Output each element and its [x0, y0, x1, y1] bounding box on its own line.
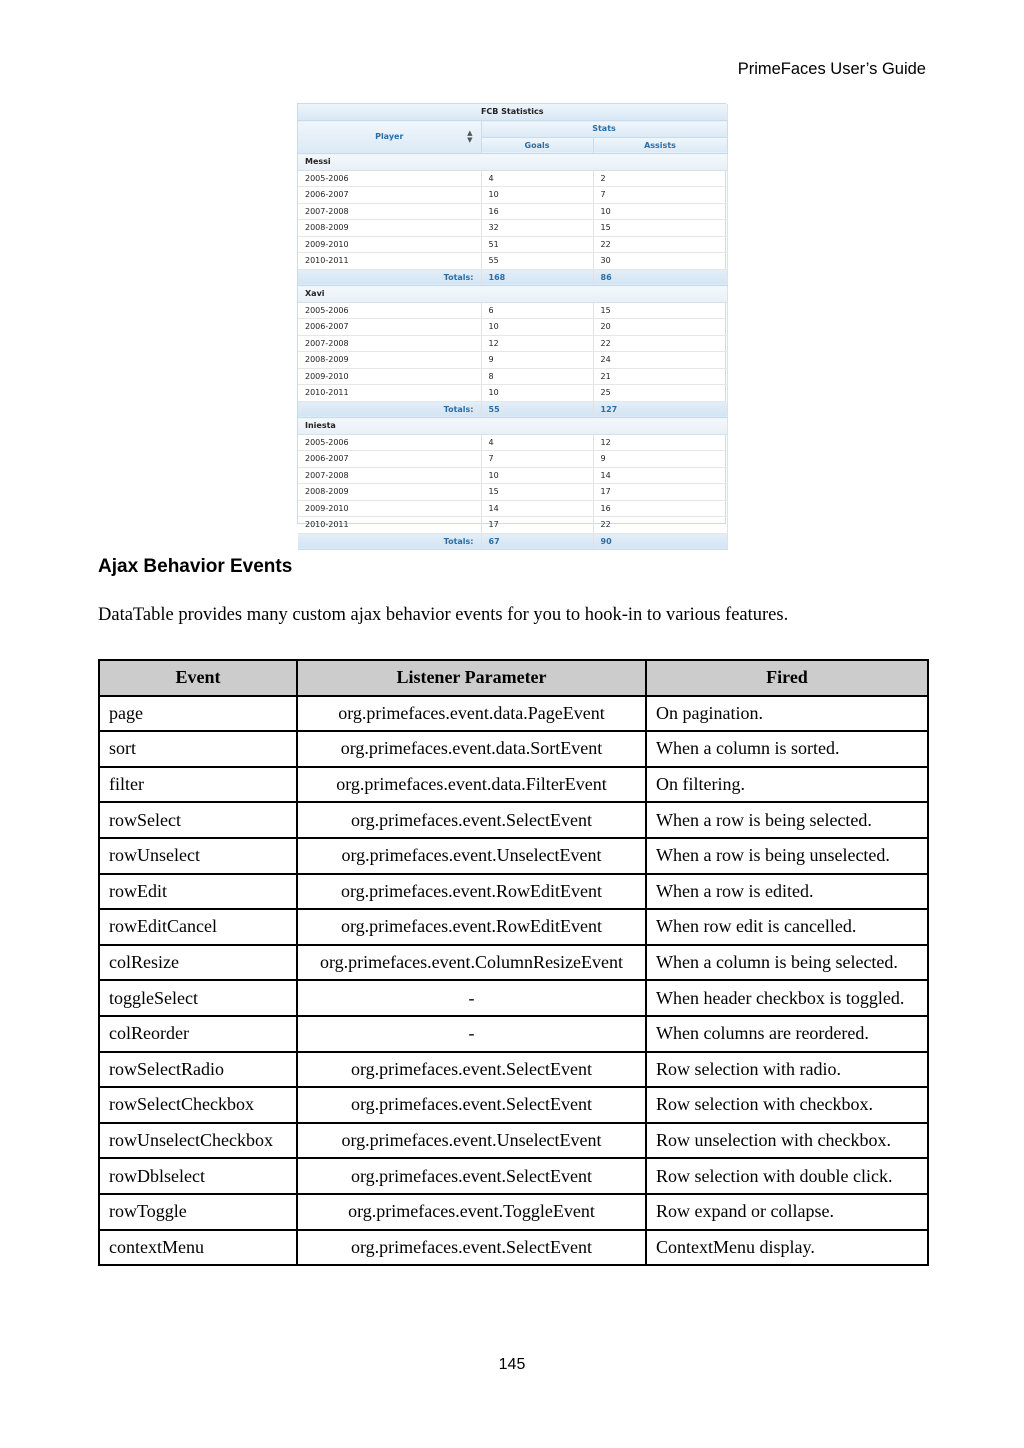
fired-description-cell: Row unselection with checkbox. — [646, 1123, 928, 1159]
goals-cell: 7 — [481, 451, 593, 468]
assists-cell: 15 — [593, 220, 727, 237]
assists-cell: 25 — [593, 385, 727, 402]
table-row — [99, 696, 928, 732]
events-header-row — [99, 660, 928, 696]
totals-row — [298, 401, 727, 418]
table-row — [298, 170, 727, 187]
season-cell: 2010-2011 — [298, 385, 481, 402]
total-assists-cell: 127 — [593, 401, 727, 418]
fired-description-cell: When a row is being selected. — [646, 802, 928, 838]
column-header-listener-parameter: Listener Parameter — [297, 660, 646, 696]
assists-cell: 22 — [593, 236, 727, 253]
event-name-cell: rowSelectCheckbox — [99, 1087, 297, 1123]
listener-parameter-cell: org.primefaces.event.data.SortEvent — [297, 731, 646, 767]
goals-cell: 14 — [481, 500, 593, 517]
fcb-statistics-screenshot — [297, 103, 726, 546]
event-name-cell: contextMenu — [99, 1230, 297, 1266]
table-row — [99, 1230, 928, 1266]
ajax-events-body — [99, 696, 928, 1266]
fired-description-cell: Row expand or collapse. — [646, 1194, 928, 1230]
table-row — [99, 1052, 928, 1088]
ajax-events-table — [98, 659, 929, 1266]
goals-cell: 10 — [481, 467, 593, 484]
season-cell: 2005-2006 — [298, 170, 481, 187]
season-cell: 2006-2007 — [298, 451, 481, 468]
listener-parameter-cell: org.primefaces.event.data.PageEvent — [297, 696, 646, 732]
total-assists-cell: 90 — [593, 533, 727, 550]
listener-parameter-cell: org.primefaces.event.SelectEvent — [297, 1087, 646, 1123]
total-goals-cell: 55 — [481, 401, 593, 418]
goals-cell: 15 — [481, 484, 593, 501]
table-row — [99, 731, 928, 767]
table-row — [99, 874, 928, 910]
section-title: Ajax Behavior Events — [98, 556, 293, 577]
column-header-stats: Stats — [481, 121, 727, 138]
goals-cell: 55 — [481, 253, 593, 270]
fired-description-cell: Row selection with radio. — [646, 1052, 928, 1088]
event-name-cell: colReorder — [99, 1016, 297, 1052]
assists-cell: 14 — [593, 467, 727, 484]
event-name-cell: rowSelectRadio — [99, 1052, 297, 1088]
event-name-cell: rowToggle — [99, 1194, 297, 1230]
table-row — [99, 838, 928, 874]
event-name-cell: toggleSelect — [99, 980, 297, 1016]
fired-description-cell: ContextMenu display. — [646, 1230, 928, 1266]
event-name-cell: rowUnselectCheckbox — [99, 1123, 297, 1159]
player-group-name: Iniesta — [298, 418, 727, 435]
column-header-player-label: Player — [375, 132, 404, 142]
season-cell: 2010-2011 — [298, 517, 481, 534]
assists-cell: 12 — [593, 434, 727, 451]
fired-description-cell: Row selection with double click. — [646, 1158, 928, 1194]
total-goals-cell: 168 — [481, 269, 593, 286]
column-header-assists: Assists — [593, 137, 727, 154]
player-group-name: Messi — [298, 154, 727, 171]
table-row — [298, 434, 727, 451]
table-caption: FCB Statistics — [298, 104, 727, 121]
goals-cell: 12 — [481, 335, 593, 352]
table-row — [99, 1158, 928, 1194]
event-name-cell: colResize — [99, 945, 297, 981]
listener-parameter-cell: org.primefaces.event.SelectEvent — [297, 1052, 646, 1088]
fired-description-cell: Row selection with checkbox. — [646, 1087, 928, 1123]
fcb-statistics-table — [298, 104, 728, 550]
goals-cell: 10 — [481, 319, 593, 336]
assists-cell: 20 — [593, 319, 727, 336]
assists-cell: 24 — [593, 352, 727, 369]
goals-cell: 8 — [481, 368, 593, 385]
fired-description-cell: When a column is sorted. — [646, 731, 928, 767]
season-cell: 2007-2008 — [298, 335, 481, 352]
table-row — [99, 1194, 928, 1230]
player-group-row — [298, 154, 727, 171]
listener-parameter-cell: org.primefaces.event.SelectEvent — [297, 1230, 646, 1266]
table-row — [298, 517, 727, 534]
table-row — [298, 368, 727, 385]
goals-cell: 4 — [481, 434, 593, 451]
assists-cell: 2 — [593, 170, 727, 187]
totals-row — [298, 533, 727, 550]
listener-parameter-cell: org.primefaces.event.UnselectEvent — [297, 1123, 646, 1159]
total-assists-cell: 86 — [593, 269, 727, 286]
event-name-cell: rowEditCancel — [99, 909, 297, 945]
totals-label: Totals: — [298, 533, 481, 550]
goals-cell: 6 — [481, 302, 593, 319]
page-number: 145 — [498, 1356, 526, 1373]
totals-row — [298, 269, 727, 286]
table-row — [99, 1087, 928, 1123]
listener-parameter-cell: org.primefaces.event.UnselectEvent — [297, 838, 646, 874]
event-name-cell: rowEdit — [99, 874, 297, 910]
table-row — [298, 352, 727, 369]
sort-icon[interactable]: ▲ ▼ — [467, 129, 473, 144]
table-row — [298, 220, 727, 237]
player-group-name: Xavi — [298, 286, 727, 303]
table-row — [298, 203, 727, 220]
listener-parameter-cell: - — [297, 980, 646, 1016]
table-row — [298, 335, 727, 352]
season-cell: 2005-2006 — [298, 302, 481, 319]
event-name-cell: rowUnselect — [99, 838, 297, 874]
fired-description-cell: On pagination. — [646, 696, 928, 732]
fired-description-cell: When columns are reordered. — [646, 1016, 928, 1052]
totals-label: Totals: — [298, 269, 481, 286]
table-row — [99, 1123, 928, 1159]
assists-cell: 9 — [593, 451, 727, 468]
goals-cell: 51 — [481, 236, 593, 253]
table-row — [298, 500, 727, 517]
season-cell: 2009-2010 — [298, 500, 481, 517]
season-cell: 2009-2010 — [298, 236, 481, 253]
goals-cell: 9 — [481, 352, 593, 369]
listener-parameter-cell: org.primefaces.event.RowEditEvent — [297, 909, 646, 945]
player-group-row — [298, 418, 727, 435]
table-row — [298, 385, 727, 402]
fired-description-cell: When a column is being selected. — [646, 945, 928, 981]
column-header-player[interactable] — [298, 121, 481, 154]
assists-cell: 22 — [593, 517, 727, 534]
table-row — [99, 1016, 928, 1052]
fired-description-cell: On filtering. — [646, 767, 928, 803]
goals-cell: 17 — [481, 517, 593, 534]
assists-cell: 21 — [593, 368, 727, 385]
table-row — [298, 236, 727, 253]
season-cell: 2008-2009 — [298, 352, 481, 369]
listener-parameter-cell: org.primefaces.event.ColumnResizeEvent — [297, 945, 646, 981]
table-row — [99, 945, 928, 981]
goals-cell: 10 — [481, 187, 593, 204]
fired-description-cell: When header checkbox is toggled. — [646, 980, 928, 1016]
assists-cell: 7 — [593, 187, 727, 204]
goals-cell: 16 — [481, 203, 593, 220]
season-cell: 2005-2006 — [298, 434, 481, 451]
event-name-cell: filter — [99, 767, 297, 803]
event-name-cell: rowSelect — [99, 802, 297, 838]
table-row — [298, 467, 727, 484]
season-cell: 2008-2009 — [298, 484, 481, 501]
table-row — [99, 980, 928, 1016]
event-name-cell: rowDblselect — [99, 1158, 297, 1194]
assists-cell: 10 — [593, 203, 727, 220]
goals-cell: 32 — [481, 220, 593, 237]
goals-cell: 10 — [481, 385, 593, 402]
table-row — [298, 484, 727, 501]
player-group-row — [298, 286, 727, 303]
total-goals-cell: 67 — [481, 533, 593, 550]
goals-cell: 4 — [481, 170, 593, 187]
season-cell: 2006-2007 — [298, 187, 481, 204]
listener-parameter-cell: org.primefaces.event.ToggleEvent — [297, 1194, 646, 1230]
event-name-cell: sort — [99, 731, 297, 767]
listener-parameter-cell: org.primefaces.event.SelectEvent — [297, 802, 646, 838]
column-header-goals: Goals — [481, 137, 593, 154]
fcb-statistics-body — [298, 154, 727, 550]
table-row — [99, 767, 928, 803]
totals-label: Totals: — [298, 401, 481, 418]
column-header-fired: Fired — [646, 660, 928, 696]
listener-parameter-cell: org.primefaces.event.data.FilterEvent — [297, 767, 646, 803]
table-row — [298, 319, 727, 336]
assists-cell: 15 — [593, 302, 727, 319]
fired-description-cell: When a row is being unselected. — [646, 838, 928, 874]
column-header-event: Event — [99, 660, 297, 696]
fired-description-cell: When row edit is cancelled. — [646, 909, 928, 945]
season-cell: 2007-2008 — [298, 467, 481, 484]
table-row — [298, 253, 727, 270]
season-cell: 2010-2011 — [298, 253, 481, 270]
table-row — [298, 302, 727, 319]
assists-cell: 16 — [593, 500, 727, 517]
assists-cell: 30 — [593, 253, 727, 270]
listener-parameter-cell: org.primefaces.event.RowEditEvent — [297, 874, 646, 910]
table-row — [99, 909, 928, 945]
assists-cell: 17 — [593, 484, 727, 501]
season-cell: 2009-2010 — [298, 368, 481, 385]
season-cell: 2008-2009 — [298, 220, 481, 237]
fired-description-cell: When a row is edited. — [646, 874, 928, 910]
season-cell: 2007-2008 — [298, 203, 481, 220]
table-row — [99, 802, 928, 838]
table-row — [298, 451, 727, 468]
running-header: PrimeFaces User’s Guide — [737, 60, 926, 78]
event-name-cell: page — [99, 696, 297, 732]
listener-parameter-cell: org.primefaces.event.SelectEvent — [297, 1158, 646, 1194]
assists-cell: 22 — [593, 335, 727, 352]
intro-paragraph: DataTable provides many custom ajax behavior events for you to hook-in to various features. — [98, 605, 789, 625]
table-row — [298, 187, 727, 204]
season-cell: 2006-2007 — [298, 319, 481, 336]
listener-parameter-cell: - — [297, 1016, 646, 1052]
